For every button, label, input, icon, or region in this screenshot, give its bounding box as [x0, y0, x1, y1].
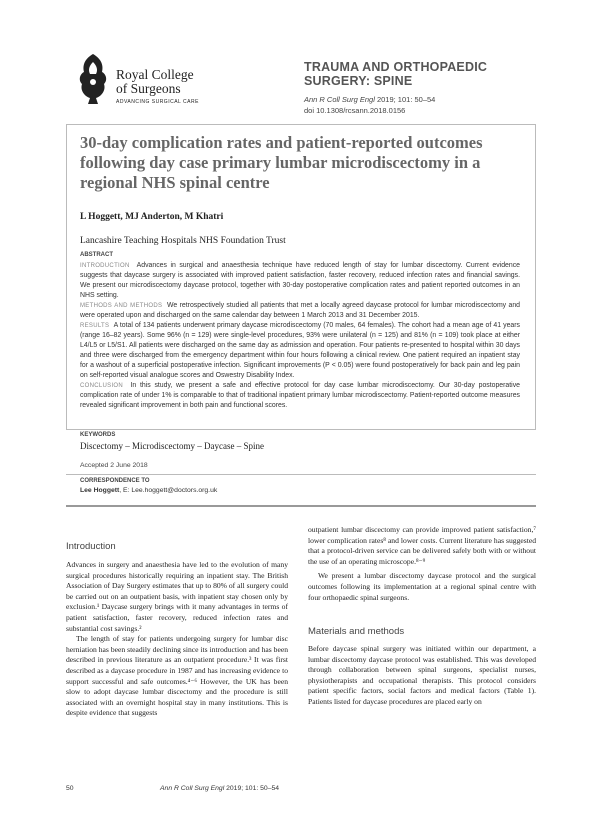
authors: L Hoggett, MJ Anderton, M Khatri	[80, 212, 224, 222]
doi: doi 10.1308/rcsann.2018.0156	[304, 106, 406, 115]
methods-heading: Materials and methods	[308, 626, 405, 637]
divider	[66, 474, 536, 475]
methods-text: Before daycase spinal surgery was initiated within our department, a lumbar discectomy daycase protocol was established. This was developed through collaboration between spinal surgeons, specialist nurses, physiotherapists and occupational therapists. This protocol considers patient specific factors, social factors and medical factors (Table 1). Patients listed for daycase procedures are placed early on	[308, 644, 536, 706]
keywords: Discectomy – Microdiscectomy – Daycase – Spine	[80, 441, 264, 451]
keywords-label: KEYWORDS	[80, 432, 116, 438]
correspondence-label: CORRESPONDENCE TO	[80, 478, 150, 484]
intro-heading: Introduction	[66, 541, 116, 552]
page-number: 50	[66, 785, 74, 792]
griffin-crest-icon	[76, 52, 110, 104]
citation: Ann R Coll Surg Engl 2019; 101: 50–54 doi 10.1308/rcsann.2018.0156	[304, 95, 436, 115]
divider	[66, 505, 536, 507]
abstract-text: INTRODUCTION Advances in surgical and anaesthesia technique have reduced length of stay for lumbar discectomy. Current evidence suggests that daycase surgery is associated with improved patient satisfaction, faster recovery, reduced infection rates and financial savings. We present our microdiscectomy daycase protocol, together with 30-day postoperative complication rates and patient reported outcomes in an NHS setting. METHODS AND METHODS We retrospectively studied all patients that met a locally agreed daycase protocol for lumbar microdiscectomy and were operated upon and discharged on the same calendar day between 1 March 2013 and 31 December 2015. RESULTS A total of 134 patients underwent primary daycase microdiscectomy (70 males, 64 females). The cohort had a mean age of 41 years (range 16–82 years). Some 96% (n = 129) were single-level procedures, 93% were unilateral (n = 125) and 81% (n = 109) took place at either L4/L5 or L5/S1. All patients were discharged on the same day as admission and operation. Four patients re-presented to hospital within 30 days and three were discharged from the emergency department within four hours following a clinical review. One patient required an inpatient stay for a washout of a superficial postoperative infection. Significant improvements (P < 0.05) were found postoperatively for back pain and leg pain on self-reported visual analogue scores and Oswestry Disability Index. CONCLUSION In this study, we present a safe and effective protocol for day case lumbar microdiscectomy. Our 30-day postoperative complication rate of under 1% is comparable to that of traditional inpatient primary lumbar microdiscectomy. Patient-reported outcome measures revealed significant improvement in both pain and functional scores.	[80, 262, 520, 409]
section-heading: TRAUMA AND ORTHOPAEDIC SURGERY: SPINE	[304, 60, 488, 88]
article-title: 30-day complication rates and patient-reported outcomes following day case primary lumbar microdiscectomy in a regional NHS spinal centre	[80, 133, 483, 192]
org-name: Royal College of Surgeons	[116, 67, 194, 96]
affiliation: Lancashire Teaching Hospitals NHS Foundation Trust	[80, 236, 286, 246]
abstract-label: ABSTRACT	[80, 252, 113, 258]
accepted-date: Accepted 2 June 2018	[80, 462, 148, 469]
correspondence: Lee Hoggett, E: Lee.hoggett@doctors.org.uk	[80, 487, 218, 494]
footer-citation: Ann R Coll Surg Engl 2019; 101: 50–54	[160, 785, 280, 792]
org-tagline: ADVANCING SURGICAL CARE	[116, 99, 199, 105]
email-link[interactable]: , E: Lee.hoggett@doctors.org.uk	[119, 487, 218, 494]
body-left-column: Advances in surgery and anaesthesia have led to the evolution of many surgical procedures historically requiring an inpatient stay. The British Association of Day Surgery estimates that up to 80% of all surgery could be carried out on an outpatient basis, with inpatient stay chosen only by exclusion.¹ Daycase surgery brings with it many advantages in terms of patient satisfaction, faster recovery, reduced infection rates and substantial cost savings.² The length of stay for patients undergoing surgery for lumbar disc herniation has been steadily declining since its introduction and has been described in previous literature as an outpatient procedure.³ It was first described as a daycase procedure in 1987 and has increasing evidence to support successful and safe outcomes.⁴⁻⁶ However, the UK has been slow to adopt daycase lumbar discectomy and the procedure is still associated with an overnight hospital stay in many institutions. This is despite evidence that suggests	[66, 560, 289, 718]
rcs-logo	[66, 52, 226, 112]
body-right-column: outpatient lumbar discectomy can provide improved patient satisfaction,⁷ lower complication rates⁸ and lower costs. Current literature has suggested that a protocol-driven service can be delivered safely both with or without the use of an operating microscope.⁸⁻⁹ We present a lumbar discectomy daycase protocol and the surgical outcomes following its implementation at a regional spinal centre with four orthopaedic spinal surgeons.	[308, 525, 536, 602]
